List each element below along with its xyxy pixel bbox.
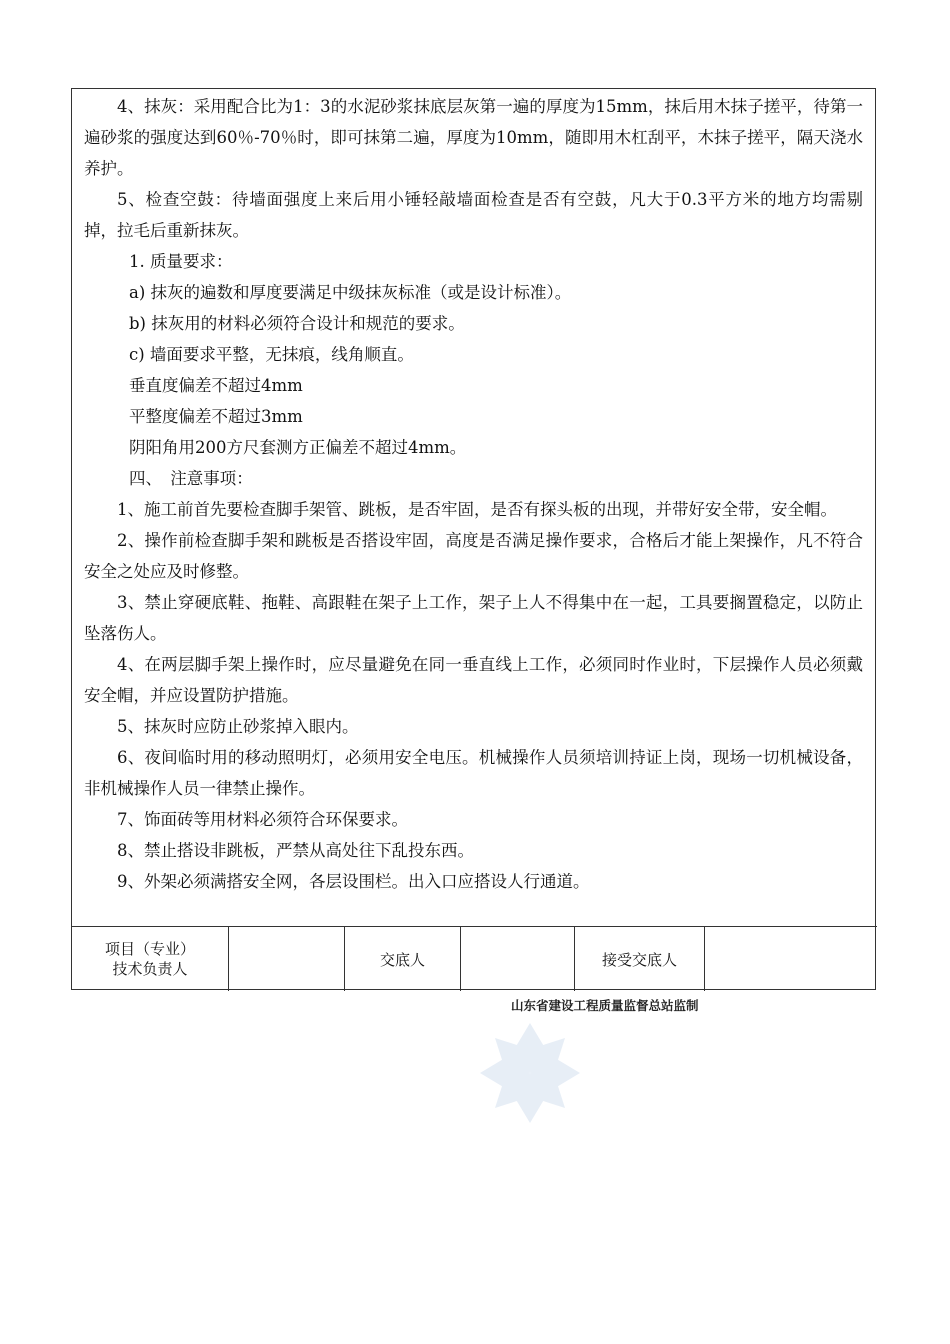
precaution-3: 3、禁止穿硬底鞋、拖鞋、高跟鞋在架子上工作，架子上人不得集中在一起，工具要搁置稳定，以防止坠落伤人。 xyxy=(84,593,863,643)
precaution-9: 9、外架必须满搭安全网，各层设围栏。出入口应搭设人行通道。 xyxy=(117,872,590,891)
precaution-6: 6、夜间临时用的移动照明灯，必须用安全电压。机械操作人员须培训持证上岗，现场一切机械设备，非机械操作人员一律禁止操作。 xyxy=(84,748,863,798)
quality-item-a: a) 抹灰的遍数和厚度要满足中级抹灰标准（或是设计标准）。 xyxy=(129,283,572,302)
precaution-5: 5、抹灰时应防止砂浆掉入眼内。 xyxy=(117,717,359,736)
precaution-4: 4、在两层脚手架上操作时，应尽量避免在同一垂直线上工作，必须同时作业时，下层操作人员必须戴安全帽，并应设置防护措施。 xyxy=(84,655,863,705)
precaution-1: 1、施工前首先要检查脚手架管、跳板，是否牢固，是否有探头板的出现，并带好安全带，安全帽。 xyxy=(117,500,837,519)
tech-lead-signature-field[interactable] xyxy=(229,927,345,991)
tolerance-flatness: 平整度偏差不超过3mm xyxy=(129,407,303,426)
paragraph-hollow-check: 5、检查空鼓：待墙面强度上来后用小锤轻敲墙面检查是否有空鼓，凡大于0.3平方米的地方均需剔掉，拉毛后重新抹灰。 xyxy=(84,190,863,240)
content-cell xyxy=(72,89,877,927)
tolerance-corner: 阴阳角用200方尺套测方正偏差不超过4mm。 xyxy=(129,438,467,457)
tolerance-vertical: 垂直度偏差不超过4mm xyxy=(129,376,303,395)
paragraph-plastering: 4、抹灰：采用配合比为1：3的水泥砂浆抹底层灰第一遍的厚度为15mm，抹后用木抹子搓平，待第一遍砂浆的强度达到60％-70％时，即可抹第二遍，厚度为10mm，随即用木杠刮平，木抹子搓平，隔天浇水养护。 xyxy=(84,97,863,178)
signature-row xyxy=(72,927,877,991)
quality-item-b: b) 抹灰用的材料必须符合设计和规范的要求。 xyxy=(129,314,465,333)
discloser-label: 交底人 xyxy=(345,927,461,991)
receiver-label: 接受交底人 xyxy=(575,927,705,991)
tech-lead-label xyxy=(72,927,229,991)
issuer-footer: 山东省建设工程质量监督总站监制 xyxy=(511,998,699,1013)
disclosure-form xyxy=(71,88,876,990)
quality-item-c: c) 墙面要求平整，无抹痕，线角顺直。 xyxy=(129,345,414,364)
receiver-signature-field[interactable] xyxy=(705,927,877,991)
tech-lead-label-line1: 项目（专业） xyxy=(104,940,195,958)
discloser-signature-field[interactable] xyxy=(461,927,575,991)
snowflake-watermark-icon xyxy=(470,1018,590,1128)
heading-precautions: 四、 注意事项： xyxy=(129,469,253,488)
precaution-8: 8、禁止搭设非跳板，严禁从高处往下乱投东西。 xyxy=(117,841,474,860)
heading-quality-requirements: 1. 质量要求： xyxy=(129,252,233,271)
tech-lead-label-line2: 技术负责人 xyxy=(112,960,188,978)
precaution-2: 2、操作前检查脚手架和跳板是否搭设牢固，高度是否满足操作要求，合格后才能上架操作，凡不符合安全之处应及时修整。 xyxy=(84,531,863,581)
precaution-7: 7、饰面砖等用材料必须符合环保要求。 xyxy=(117,810,408,829)
